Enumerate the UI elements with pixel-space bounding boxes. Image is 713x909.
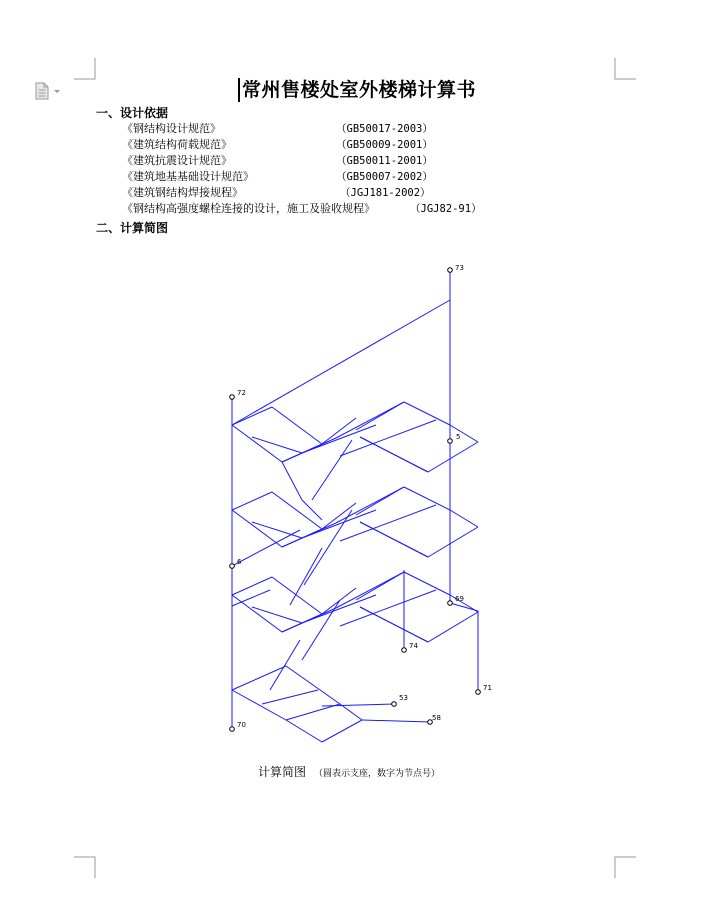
standard-code: （GB50017-2003） (336, 123, 433, 135)
frame-member (232, 300, 450, 425)
frame-member (270, 640, 300, 690)
node-number-label: 74 (409, 642, 418, 650)
frame-member (302, 600, 340, 660)
frame-member (356, 402, 404, 430)
caption-note: （圆表示支座，数字为节点号） (314, 769, 441, 779)
frame-member (232, 407, 272, 425)
frame-member (356, 487, 404, 515)
node-number-label: 6 (237, 558, 242, 566)
standard-code: （GB50009-2001） (336, 139, 433, 151)
frame-member (262, 690, 318, 704)
standard-name: 《建筑结构荷载规范》 (122, 138, 232, 151)
frame-member (322, 720, 362, 742)
node-number-label: 70 (237, 721, 246, 729)
frame-member (362, 720, 430, 722)
frame-member (340, 420, 436, 456)
frame-member (356, 572, 404, 600)
support-node (448, 601, 453, 606)
frame-member (232, 492, 272, 510)
frame-member (360, 437, 428, 472)
diagram-caption (258, 763, 440, 780)
frame-member (286, 666, 340, 704)
support-node (230, 395, 235, 400)
section-heading-calculation-diagram: 二、计算简图 (96, 221, 169, 235)
caption-title: 计算简图 (258, 765, 307, 779)
frame-member (232, 577, 272, 595)
frame-member (340, 704, 362, 720)
node-number-label: 73 (455, 264, 464, 272)
frame-member (360, 522, 428, 557)
standard-code: （GB50011-2001） (336, 155, 433, 167)
support-node (448, 439, 453, 444)
frame-member (404, 487, 450, 510)
frame-member (232, 595, 282, 632)
frame-member (450, 425, 478, 442)
frame-member (322, 704, 394, 706)
frame-member (282, 462, 302, 500)
frame-member (312, 440, 352, 500)
node-number-label: 5 (456, 433, 461, 441)
frame-member (232, 666, 286, 690)
frame-member (272, 492, 322, 529)
standard-code: （JGJ82-91） (410, 203, 482, 215)
frame-member (340, 590, 436, 626)
frame-member (232, 690, 286, 720)
frame-member (272, 407, 322, 444)
frame-member (272, 577, 322, 614)
frame-member (404, 572, 450, 595)
support-node (230, 564, 235, 569)
frame-member (286, 720, 322, 742)
frame-member (286, 704, 340, 720)
frame-member (290, 548, 322, 605)
support-node (402, 648, 407, 653)
standard-name: 《建筑地基基础设计规范》 (122, 170, 254, 183)
node-number-label: 72 (237, 389, 246, 397)
node-number-label: 71 (483, 684, 492, 692)
frame-member (232, 425, 282, 462)
standard-code: （GB50007-2002） (336, 171, 433, 183)
frame-member (404, 402, 450, 425)
section-heading-design-basis: 一、设计依据 (96, 106, 169, 120)
standard-code: （JGJ181-2002） (340, 187, 431, 199)
standard-name: 《钢结构高强度螺栓连接的设计，施工及验收规程》 (122, 202, 375, 215)
frame-member (360, 607, 428, 642)
standard-name: 《建筑钢结构焊接规程》 (122, 186, 243, 199)
support-node (448, 268, 453, 273)
standard-name: 《钢结构设计规范》 (122, 122, 221, 135)
support-node (476, 690, 481, 695)
frame-member (232, 510, 282, 547)
standard-name: 《建筑抗震设计规范》 (122, 154, 232, 167)
frame-member (428, 612, 478, 642)
node-number-label: 53 (399, 694, 408, 702)
frame-member (340, 505, 436, 541)
frame-member (428, 527, 478, 557)
frame-member (322, 418, 356, 444)
node-number-label: 58 (432, 714, 441, 722)
support-node (230, 727, 235, 732)
node-number-label: 69 (455, 595, 464, 603)
frame-member (450, 510, 478, 527)
frame-member (428, 442, 478, 472)
document-title: 常州售楼处室外楼梯计算书 (238, 78, 476, 102)
support-node (392, 702, 397, 707)
frame-member (322, 503, 356, 529)
